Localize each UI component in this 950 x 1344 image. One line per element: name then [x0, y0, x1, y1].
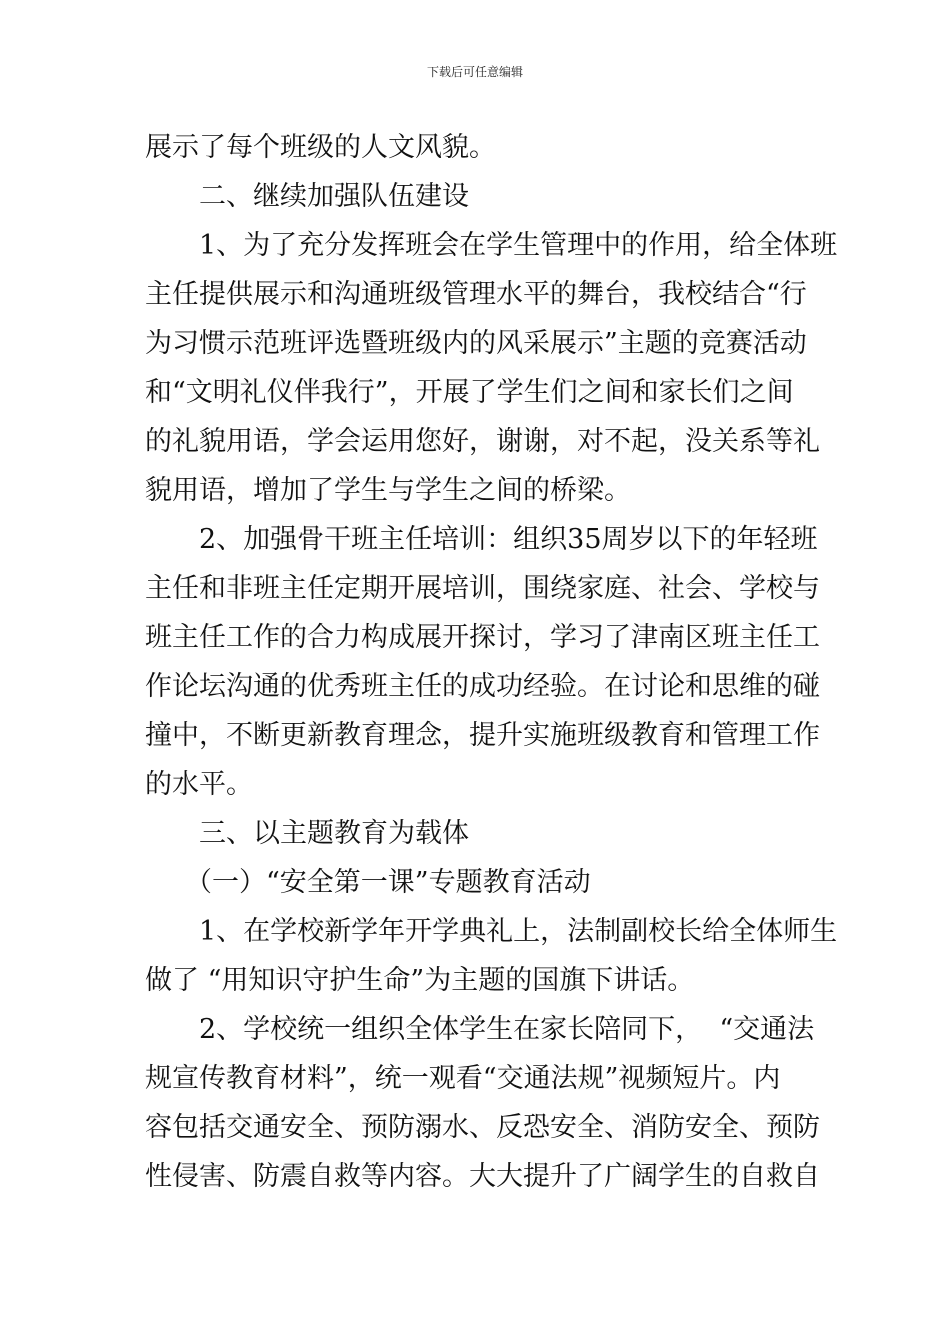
subsection-heading: （一）“安全第一课”专题教育活动 — [185, 867, 591, 898]
document-body — [145, 128, 838, 1206]
text-line: 展示了每个班级的人文风貌。 — [145, 132, 496, 163]
text-line: 2、加强骨干班主任培训：组织35周岁以下的年轻班 — [199, 524, 818, 555]
text-line: 班主任工作的合力构成展开探讨，学习了津南区班主任工 — [145, 622, 820, 653]
section-heading: 二、继续加强队伍建设 — [199, 181, 469, 212]
text-line: 2、学校统一组织全体学生在家长陪同下， “交通法 — [199, 1014, 815, 1045]
text-line: 的礼貌用语，学会运用您好，谢谢，对不起，没关系等礼 — [145, 426, 820, 457]
text-line: 1、在学校新学年开学典礼上，法制副校长给全体师生 — [199, 916, 838, 947]
text-line: 和“文明礼仪伴我行”，开展了学生们之间和家长们之间 — [145, 377, 794, 408]
section-heading: 三、以主题教育为载体 — [199, 818, 469, 849]
text-line: 性侵害、防震自救等内容。大大提升了广阔学生的自救自 — [145, 1161, 820, 1192]
page-header: 下载后可任意编辑 — [426, 65, 523, 79]
text-line: 作论坛沟通的优秀班主任的成功经验。在讨论和思维的碰 — [145, 671, 820, 702]
text-line: 主任和非班主任定期开展培训，围绕家庭、社会、学校与 — [145, 573, 820, 604]
text-line: 规宣传教育材料”，统一观看“交通法规”视频短片。内 — [145, 1063, 781, 1094]
text-line: 容包括交通安全、预防溺水、反恐安全、消防安全、预防 — [145, 1112, 820, 1143]
text-line: 的水平。 — [145, 769, 253, 800]
text-line: 主任提供展示和沟通班级管理水平的舞台，我校结合“行 — [145, 279, 807, 310]
text-line: 撞中，不断更新教育理念，提升实施班级教育和管理工作 — [145, 720, 820, 751]
text-line: 做了 “用知识守护生命”为主题的国旗下讲话。 — [145, 965, 695, 996]
text-line: 为习惯示范班评选暨班级内的风采展示”主题的竞赛活动 — [145, 328, 807, 359]
text-line: 1、为了充分发挥班会在学生管理中的作用，给全体班 — [199, 230, 838, 261]
text-line: 貌用语，增加了学生与学生之间的桥梁。 — [145, 475, 631, 506]
